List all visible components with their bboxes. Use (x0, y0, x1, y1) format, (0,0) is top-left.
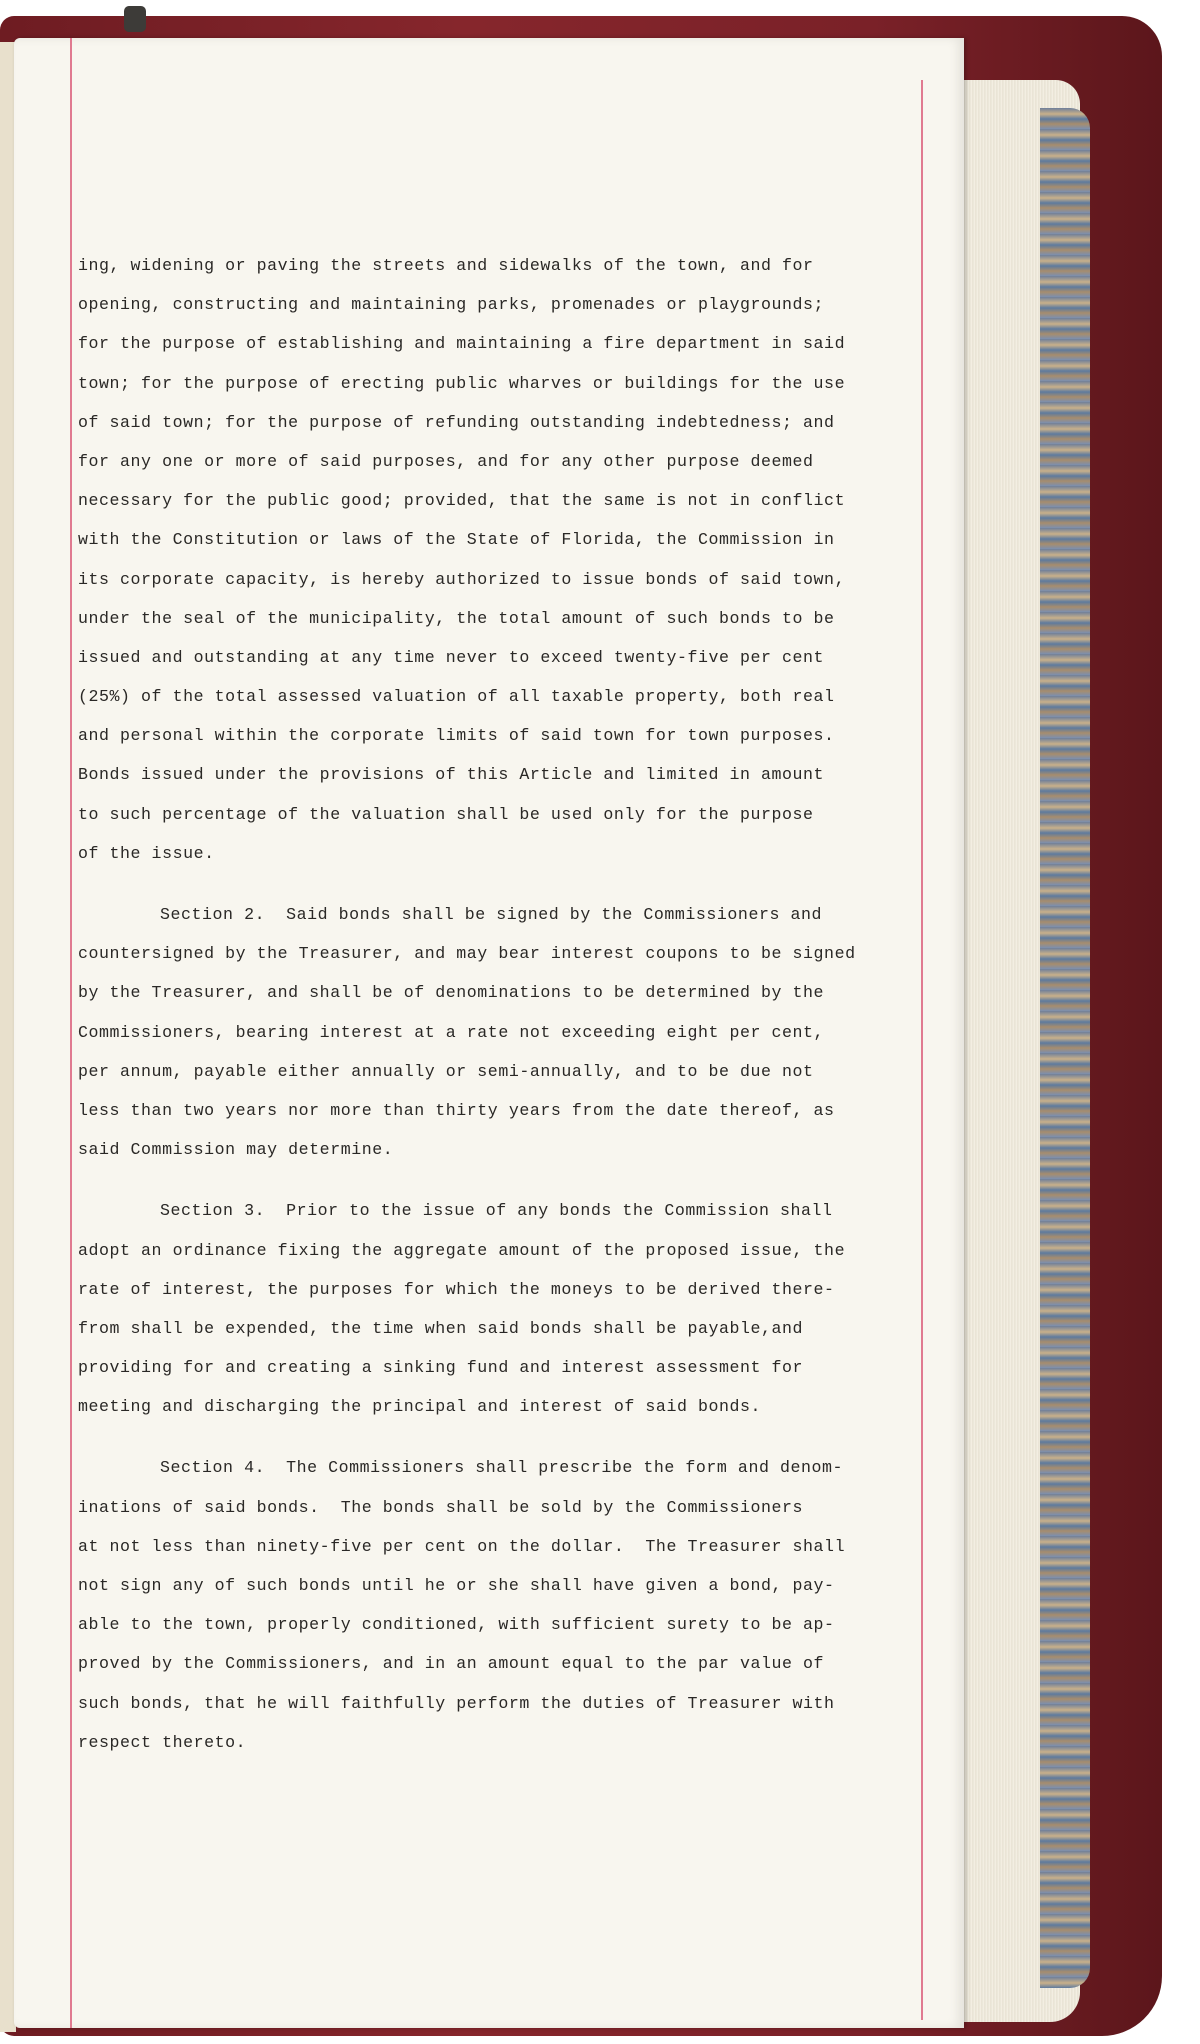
typed-text (78, 246, 932, 1762)
left-margin-rule (70, 38, 72, 2028)
text-line: Section 3. Prior to the issue of any bonds the Commission shall (160, 1201, 833, 1221)
text-line: its corporate capacity, is hereby authorized to issue bonds of said town, (78, 569, 846, 589)
text-line: to such percentage of the valuation shall be used only for the purpose (78, 804, 814, 824)
binding-clasp (124, 6, 146, 32)
text-line: with the Constitution or laws of the State of Florida, the Commission in (78, 530, 835, 550)
text-line: from shall be expended, the time when said bonds shall be payable,and (78, 1318, 804, 1338)
text-line: Section 2. Said bonds shall be signed by the Commissioners and (160, 905, 822, 924)
text-line: said Commission may determine. (78, 1140, 394, 1160)
text-line: of the issue. (78, 843, 215, 863)
section-4 (78, 1448, 932, 1762)
text-line: for any one or more of said purposes, and for any other purpose deemed (78, 451, 814, 471)
text-line: (25%) of the total assessed valuation of all taxable property, both real (78, 687, 835, 707)
text-line: and personal within the corporate limits of said town for town purposes. (78, 726, 835, 746)
text-line: Section 4. The Commissioners shall prescribe the form and denom- (160, 1458, 844, 1478)
text-line: ing, widening or paving the streets and sidewalks of the town, and for (78, 256, 814, 275)
text-line: meeting and discharging the principal and interest of said bonds. (78, 1397, 762, 1417)
text-line: necessary for the public good; provided, that the same is not in conflict (78, 491, 846, 511)
text-line: per annum, payable either annually or semi-annually, and to be due not (78, 1061, 814, 1081)
paragraph-bond-purposes (78, 246, 932, 873)
text-line: proved by the Commissioners, and in an amount equal to the par value of (78, 1654, 825, 1674)
text-line: issued and outstanding at any time never to exceed twenty-five per cent (78, 647, 825, 667)
text-line: less than two years nor more than thirty years from the date thereof, as (78, 1100, 835, 1120)
text-line: under the seal of the municipality, the total amount of such bonds to be (78, 608, 835, 628)
text-line: for the purpose of establishing and maintaining a fire department in said (78, 334, 846, 354)
text-line: adopt an ordinance fixing the aggregate amount of the proposed issue, the (78, 1240, 846, 1260)
text-line: able to the town, properly conditioned, with sufficient surety to be ap- (78, 1615, 835, 1635)
text-line: such bonds, that he will faithfully perform the duties of Treasurer with (78, 1693, 835, 1713)
text-line: of said town; for the purpose of refunding outstanding indebtedness; and (78, 412, 835, 432)
text-line: not sign any of such bonds until he or she shall have given a bond, pay- (78, 1576, 835, 1595)
text-line: at not less than ninety-five per cent on the dollar. The Treasurer shall (78, 1536, 846, 1556)
text-line: countersigned by the Treasurer, and may bear interest coupons to be signed (78, 944, 856, 964)
text-line: town; for the purpose of erecting public wharves or buildings for the use (78, 373, 846, 393)
text-line: providing for and creating a sinking fund and interest assessment for (78, 1358, 804, 1378)
text-line: Bonds issued under the provisions of this Article and limited in amount (78, 765, 825, 785)
text-line: by the Treasurer, and shall be of denominations to be determined by the (78, 983, 825, 1003)
text-line: opening, constructing and maintaining parks, promenades or playgrounds; (78, 295, 825, 315)
text-line: inations of said bonds. The bonds shall be sold by the Commissioners (78, 1497, 804, 1517)
text-line: rate of interest, the purposes for which the moneys to be derived there- (78, 1279, 835, 1299)
section-2 (78, 895, 932, 1169)
text-line: Commissioners, bearing interest at a rate not exceeding eight per cent, (78, 1022, 825, 1042)
section-3 (78, 1191, 932, 1426)
text-line: respect thereto. (78, 1732, 247, 1752)
marbled-edge (1040, 108, 1090, 1988)
